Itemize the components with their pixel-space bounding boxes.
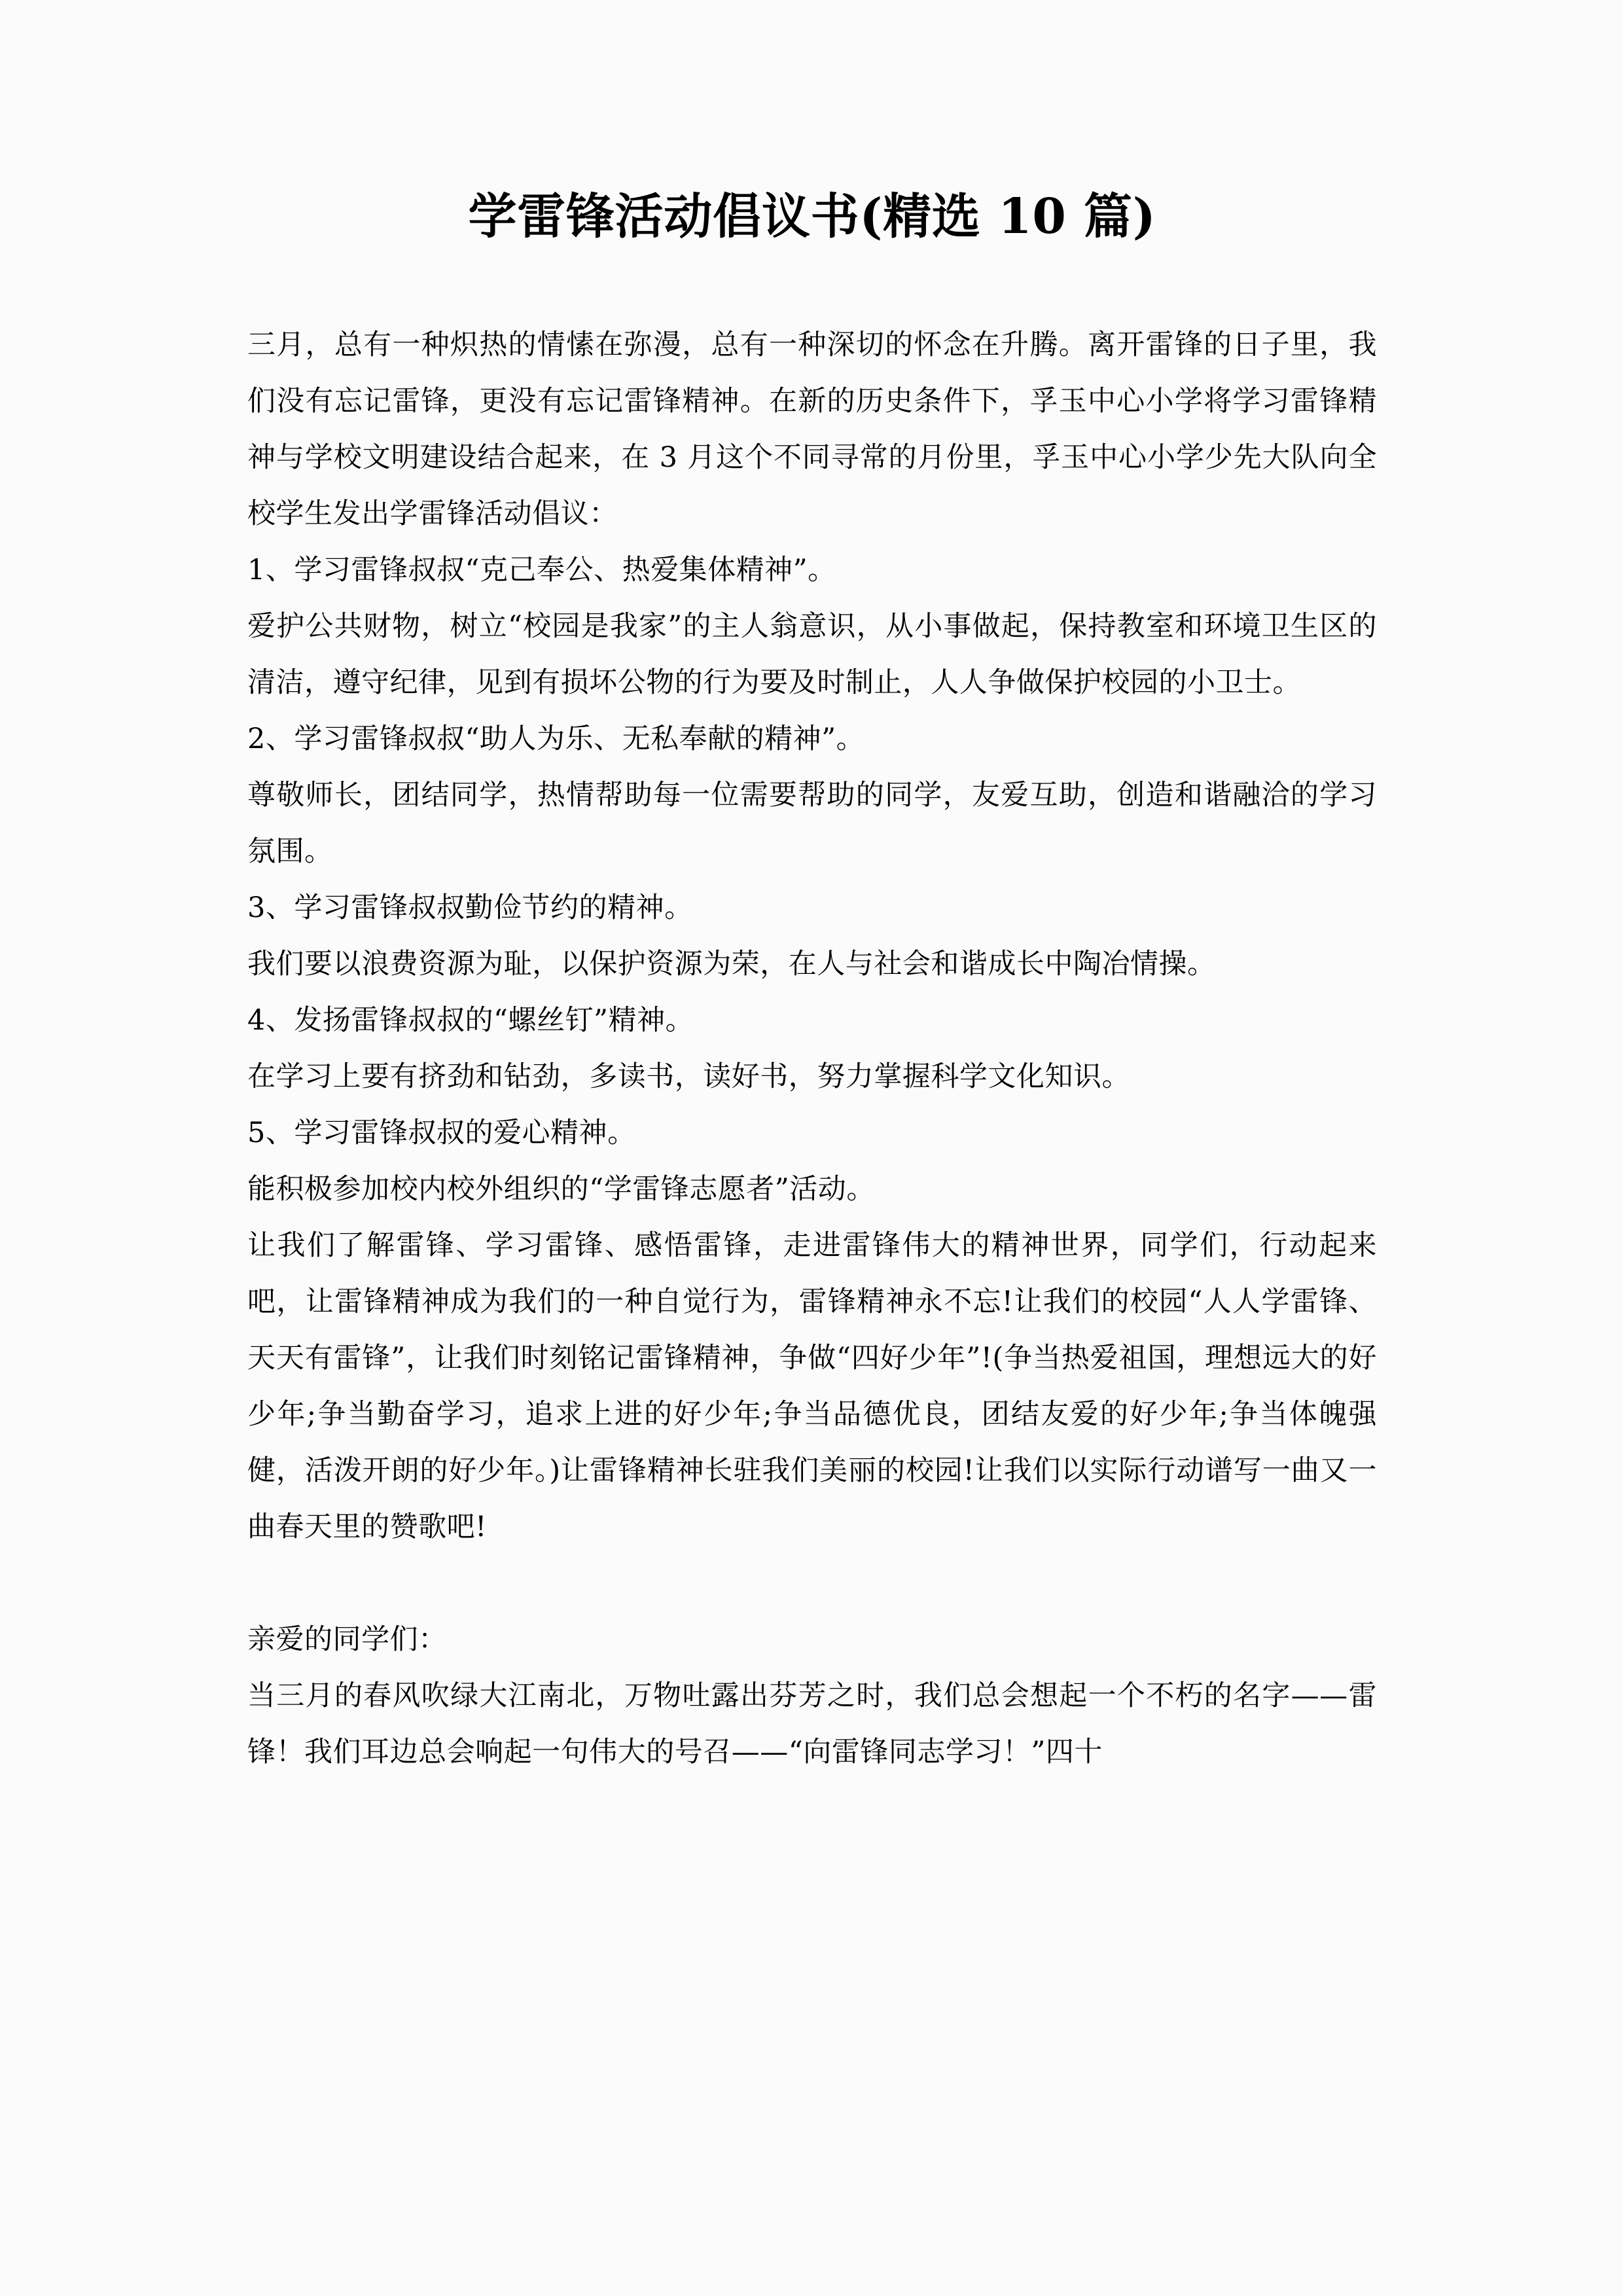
list-item-2-heading: 2、学习雷锋叔叔“助人为乐、无私奉献的精神”。: [247, 723, 865, 756]
paragraph-separator: [247, 1555, 1377, 1611]
paragraph-closing: 让我们了解雷锋、学习雷锋、感悟雷锋，走进雷锋伟大的精神世界，同学们，行动起来吧，让雷锋精神成为我们的一种自觉行为，雷锋精神永不忘!让我们的校园“人人学雷锋、天天有雷锋”，让我们时刻铭记雷锋精神，争做“四好少年”!(争当热爱祖国，理想远大的好少年;争当勤奋学习，追求上进的好少年;争当品德优良，团结友爱的好少年;争当体魄强健，活泼开朗的好少年。)让雷锋精神长驻我们美丽的校园!让我们以实际行动谱写一曲又一曲春天里的赞歌吧!: [247, 1229, 1377, 1544]
list-item-2-body: 尊敬师长，团结同学，热情帮助每一位需要帮助的同学，友爱互助，创造和谐融洽的学习氛围。: [247, 779, 1377, 869]
list-item-3-heading: 3、学习雷锋叔叔勤俭节约的精神。: [247, 891, 693, 925]
paragraph-second-letter-opening: 当三月的春风吹绿大江南北，万物吐露出芬芳之时，我们总会想起一个不朽的名字——雷锋！我们耳边总会响起一句伟大的号召——“向雷锋同志学习！”四十: [247, 1679, 1377, 1769]
page-content-column: [247, 0, 1377, 1780]
document-body: [247, 317, 1377, 1780]
list-item-4-heading: 4、发扬雷锋叔叔的“螺丝钉”精神。: [247, 1004, 694, 1037]
list-item-5-heading: 5、学习雷锋叔叔的爱心精神。: [247, 1117, 636, 1150]
list-item-3-body: 我们要以浪费资源为耻，以保护资源为荣，在人与社会和谐成长中陶冶情操。: [247, 948, 1216, 981]
list-item-4-body: 在学习上要有挤劲和钻劲，多读书，读好书，努力掌握科学文化知识。: [247, 1060, 1130, 1094]
list-item-1-body: 爱护公共财物，树立“校园是我家”的主人翁意识，从小事做起，保持教室和环境卫生区的清洁，遵守纪律，见到有损坏公物的行为要及时制止，人人争做保护校园的小卫士。: [247, 610, 1377, 700]
paragraph-opening: 三月，总有一种炽热的情愫在弥漫，总有一种深切的怀念在升腾。离开雷锋的日子里，我们没有忘记雷锋，更没有忘记雷锋精神。在新的历史条件下，孚玉中心小学将学习雷锋精神与学校文明建设结合起来，在 3 月这个不同寻常的月份里，孚玉中心小学少先大队向全校学生发出学雷锋活动倡议：: [247, 329, 1377, 531]
list-item-5-body: 能积极参加校内校外组织的“学雷锋志愿者”活动。: [247, 1173, 875, 1206]
list-item-1-heading: 1、学习雷锋叔叔“克己奉公、热爱集体精神”。: [247, 554, 836, 587]
page-title: 学雷锋活动倡议书(精选 10 篇): [468, 188, 1156, 245]
salutation: 亲爱的同学们：: [247, 1623, 447, 1657]
